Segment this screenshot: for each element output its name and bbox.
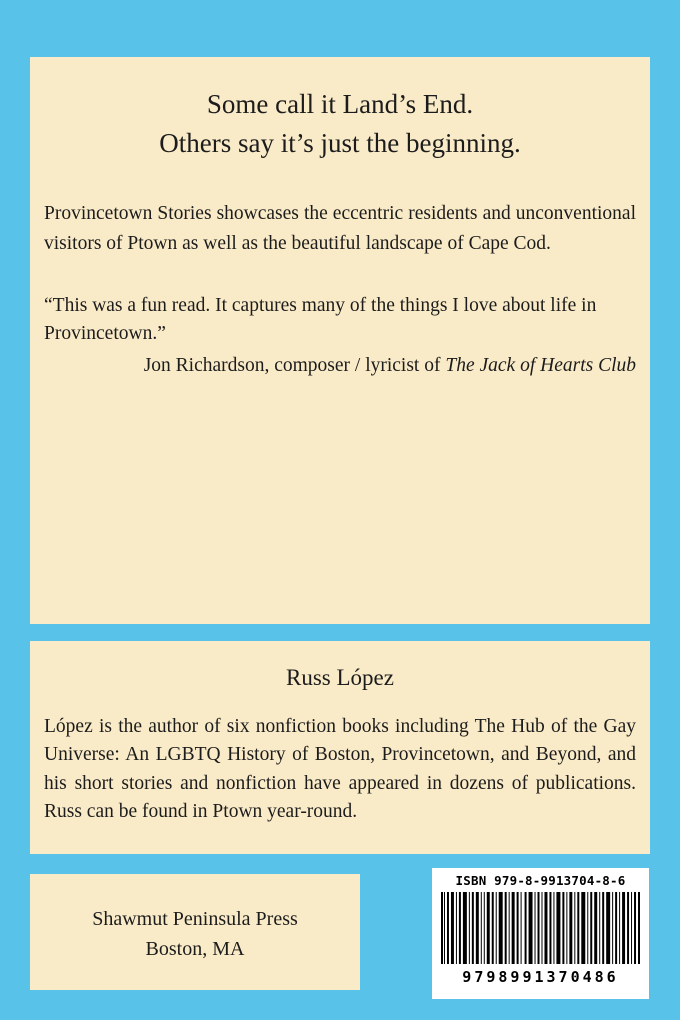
tagline-line-2: Others say it’s just the beginning. [159,128,521,159]
publisher-location: Boston, MA [145,938,245,960]
publisher-panel [30,874,360,990]
tagline [44,85,636,163]
synopsis-text: Provincetown Stories showcases the eccentric residents and unconventional visitors of Ptown as well as the beautiful landscape of Cape Cod. [44,203,636,254]
review-quote: “This was a fun read. It captures many of the things I love about life in Provincetown.” [44,294,597,345]
tagline-line-1: Some call it Land’s End. [206,89,474,119]
synopsis-panel [30,57,650,624]
review-attribution-text: Jon Richardson, composer / lyricist of [143,355,446,377]
barcode-number: 9798991370486 [462,968,619,986]
author-name: Russ López [286,665,394,690]
author-bio: López is the author of six nonfiction books including The Hub of the Gay Universe: An LGBTQ History of Boston, Provincetown, and Beyond, and his short stories and nonfiction have appeared in dozens of publications. Russ can be found in Ptown year-round. [44,716,636,822]
barcode-icon [441,892,640,964]
publisher-name: Shawmut Peninsula Press [92,908,298,930]
review-attribution-book-title: The Jack of Hearts Club [445,355,636,377]
author-panel [30,641,650,854]
isbn-label: ISBN 979-8-9913704-8-6 [455,873,626,888]
review-attribution [44,352,636,380]
barcode-block [432,868,649,999]
